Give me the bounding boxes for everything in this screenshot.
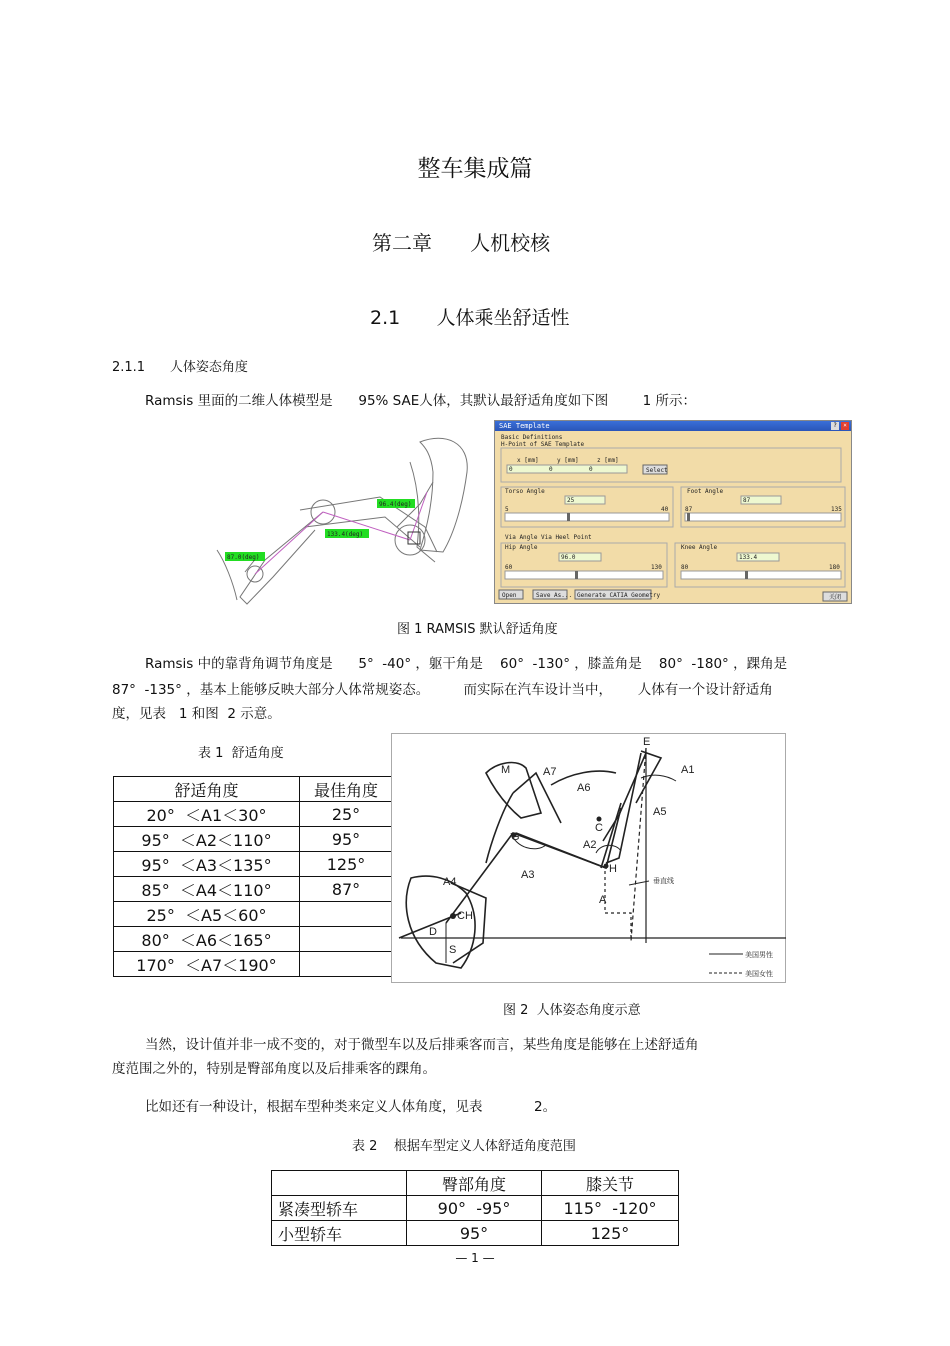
table-row xyxy=(114,927,393,952)
table-cell: 80° ＜A6＜165° xyxy=(114,927,300,952)
table-cell: 125° xyxy=(300,852,393,877)
table-cell: 95° ＜A2＜110° xyxy=(114,827,300,852)
knee-slider[interactable] xyxy=(681,571,841,579)
torso-angle-value: 25 xyxy=(567,497,575,504)
table-header: 舒适角度 xyxy=(114,777,300,802)
label-A4: A4 xyxy=(443,876,457,888)
sae-template-dialog xyxy=(494,420,852,604)
comfort-angle-table xyxy=(113,776,393,977)
torso-angle-label: Torso Angle xyxy=(505,488,545,495)
save-as-button-label: Save As... xyxy=(536,592,573,599)
table-row xyxy=(114,827,393,852)
table-header-row xyxy=(114,777,393,802)
foot-angle-label: Foot Angle xyxy=(687,488,724,495)
table-row xyxy=(114,877,393,902)
hpoint-group-label: H-Point of SAE Template xyxy=(501,441,585,448)
knee-angle-label-dlg: Knee Angle xyxy=(681,544,718,551)
label-A3: A3 xyxy=(521,869,535,881)
foot-angle-label: 87.0(deg) xyxy=(227,554,260,561)
label-H: H xyxy=(609,863,617,875)
table-cell: 紧凑型轿车 xyxy=(272,1196,407,1221)
label-A2: A2 xyxy=(583,839,597,851)
table-cell: 125° xyxy=(542,1221,679,1246)
table-header xyxy=(272,1171,407,1196)
open-button-label: Open xyxy=(502,592,517,599)
table-cell: 85° ＜A4＜110° xyxy=(114,877,300,902)
foot-min: 87 xyxy=(685,506,693,513)
legend-us-female: 美国女性 xyxy=(745,971,773,978)
paragraph-1: Ramsis 里面的二维人体模型是 95% SAE人体，其默认最舒适角度如下图 1 所示： xyxy=(145,393,696,409)
torso-min: 5 xyxy=(505,506,509,513)
basic-definitions-label: Basic Definitions xyxy=(501,434,563,441)
foot-angle-value: 87 xyxy=(743,497,751,504)
legend-us-male: 美国男性 xyxy=(745,952,773,959)
table-row xyxy=(114,802,393,827)
hip-slider[interactable] xyxy=(505,571,663,579)
table-cell: 95° xyxy=(407,1221,542,1246)
chapter-heading: 第二章 人机校核 xyxy=(372,231,551,255)
table-row xyxy=(114,902,393,927)
x-value: 0 xyxy=(509,466,513,473)
vertical-line-label: 垂直线 xyxy=(653,878,674,885)
table-2-caption: 表 2 根据车型定义人体舒适角度范围 xyxy=(352,1139,576,1154)
page-number: — 1 — xyxy=(455,1251,495,1265)
table-1-caption: 表 1 舒适角度 xyxy=(198,746,284,761)
table-cell: 170° ＜A7＜190° xyxy=(114,952,300,977)
hip-angle-label: 96.4(deg) xyxy=(379,501,412,508)
table-cell: 87° xyxy=(300,877,393,902)
z-label: z [mm] xyxy=(597,457,619,464)
document-title: 整车集成篇 xyxy=(417,156,533,182)
manikin-sketch-figure xyxy=(205,432,475,607)
label-C: C xyxy=(595,822,603,834)
subsection-heading: 2.1.1 人体姿态角度 xyxy=(112,360,248,375)
label-A7: A7 xyxy=(543,766,557,778)
hip-angle-label-dlg: Hip Angle xyxy=(505,544,538,551)
torso-slider[interactable] xyxy=(505,513,669,521)
close-icon[interactable]: × xyxy=(841,422,849,430)
table-row xyxy=(114,852,393,877)
z-value: 0 xyxy=(589,466,593,473)
table-header: 膝关节 xyxy=(542,1171,679,1196)
foot-slider[interactable] xyxy=(685,513,841,521)
knee-min: 80 xyxy=(681,564,689,571)
hip-angle-value: 96.0 xyxy=(561,554,576,561)
select-button-label: Select xyxy=(646,467,668,474)
figure-2-caption: 图 2 人体姿态角度示意 xyxy=(503,1003,641,1018)
table-cell xyxy=(300,927,393,952)
hip-min: 60 xyxy=(505,564,513,571)
generate-catia-button-label: Generate CATIA Geometry xyxy=(577,592,661,599)
label-A: A xyxy=(599,894,607,906)
table-header: 臀部角度 xyxy=(407,1171,542,1196)
dialog-close-button-label: 关闭 xyxy=(829,594,842,601)
paragraph-2-line-1: Ramsis 中的靠背角调节角度是 5° -40° ，躯干角是 60° -130° ，膝盖角是 80° -180° ，踝角是 xyxy=(145,656,788,672)
paragraph-2-line-3: 度，见表 1 和图 2 示意。 xyxy=(112,706,281,722)
knee-angle-value: 133.4 xyxy=(739,554,758,561)
table-cell: 25° xyxy=(300,802,393,827)
table-cell: 95° xyxy=(300,827,393,852)
hip-max: 130 xyxy=(651,564,662,571)
dialog-titlebar xyxy=(495,421,851,431)
section-heading: 2.1 人体乘坐舒适性 xyxy=(370,307,570,329)
label-A6: A6 xyxy=(577,782,591,794)
knee-angle-label: 133.4(deg) xyxy=(327,531,364,538)
table-row xyxy=(114,952,393,977)
label-CH: CH xyxy=(457,910,473,922)
table-row xyxy=(272,1196,679,1221)
table-row xyxy=(272,1221,679,1246)
posture-angle-diagram xyxy=(391,733,786,983)
table-cell: 20° ＜A1＜30° xyxy=(114,802,300,827)
paragraph-3-line-2: 度范围之外的，特别是臀部角度以及后排乘客的踝角。 xyxy=(112,1061,436,1077)
dialog-title: SAE Template xyxy=(499,422,550,430)
paragraph-2-line-2: 87° -135° ，基本上能够反映大部分人体常规姿态。 而实际在汽车设计当中， 人体有一个设计舒适角 xyxy=(112,682,773,698)
hpoint-input[interactable] xyxy=(507,465,627,473)
paragraph-4: 比如还有一种设计，根据车型种类来定义人体角度，见表 2。 xyxy=(145,1099,557,1115)
table-header-row xyxy=(272,1171,679,1196)
paragraph-3-line-1: 当然，设计值并非一成不变的，对于微型车以及后排乘客而言，某些角度是能够在上述舒适角 xyxy=(145,1037,699,1053)
knee-max: 180 xyxy=(829,564,840,571)
table-cell: 115° -120° xyxy=(542,1196,679,1221)
table-header: 最佳角度 xyxy=(300,777,393,802)
label-A1: A1 xyxy=(681,764,695,776)
help-icon[interactable]: ? xyxy=(831,422,839,430)
table-cell xyxy=(300,952,393,977)
table-cell: 小型轿车 xyxy=(272,1221,407,1246)
tab-via-angle[interactable]: Via Angle xyxy=(505,534,538,541)
vehicle-type-angle-table xyxy=(271,1170,679,1246)
label-S: S xyxy=(449,944,457,956)
foot-max: 135 xyxy=(831,506,842,513)
x-label: x [mm] xyxy=(517,457,539,464)
table-cell: 25° ＜A5＜60° xyxy=(114,902,300,927)
y-value: 0 xyxy=(549,466,553,473)
table-cell: 95° ＜A3＜135° xyxy=(114,852,300,877)
label-A5: A5 xyxy=(653,806,667,818)
torso-max: 40 xyxy=(661,506,669,513)
label-D: D xyxy=(429,926,437,938)
label-G: G xyxy=(511,831,520,843)
figure-1-caption: 图 1 RAMSIS 默认舒适角度 xyxy=(397,622,558,637)
table-cell: 90° -95° xyxy=(407,1196,542,1221)
label-E: E xyxy=(643,736,651,748)
tab-via-heel-point[interactable]: Via Heel Point xyxy=(541,534,592,541)
y-label: y [mm] xyxy=(557,457,579,464)
table-cell xyxy=(300,902,393,927)
label-M: M xyxy=(501,764,511,776)
